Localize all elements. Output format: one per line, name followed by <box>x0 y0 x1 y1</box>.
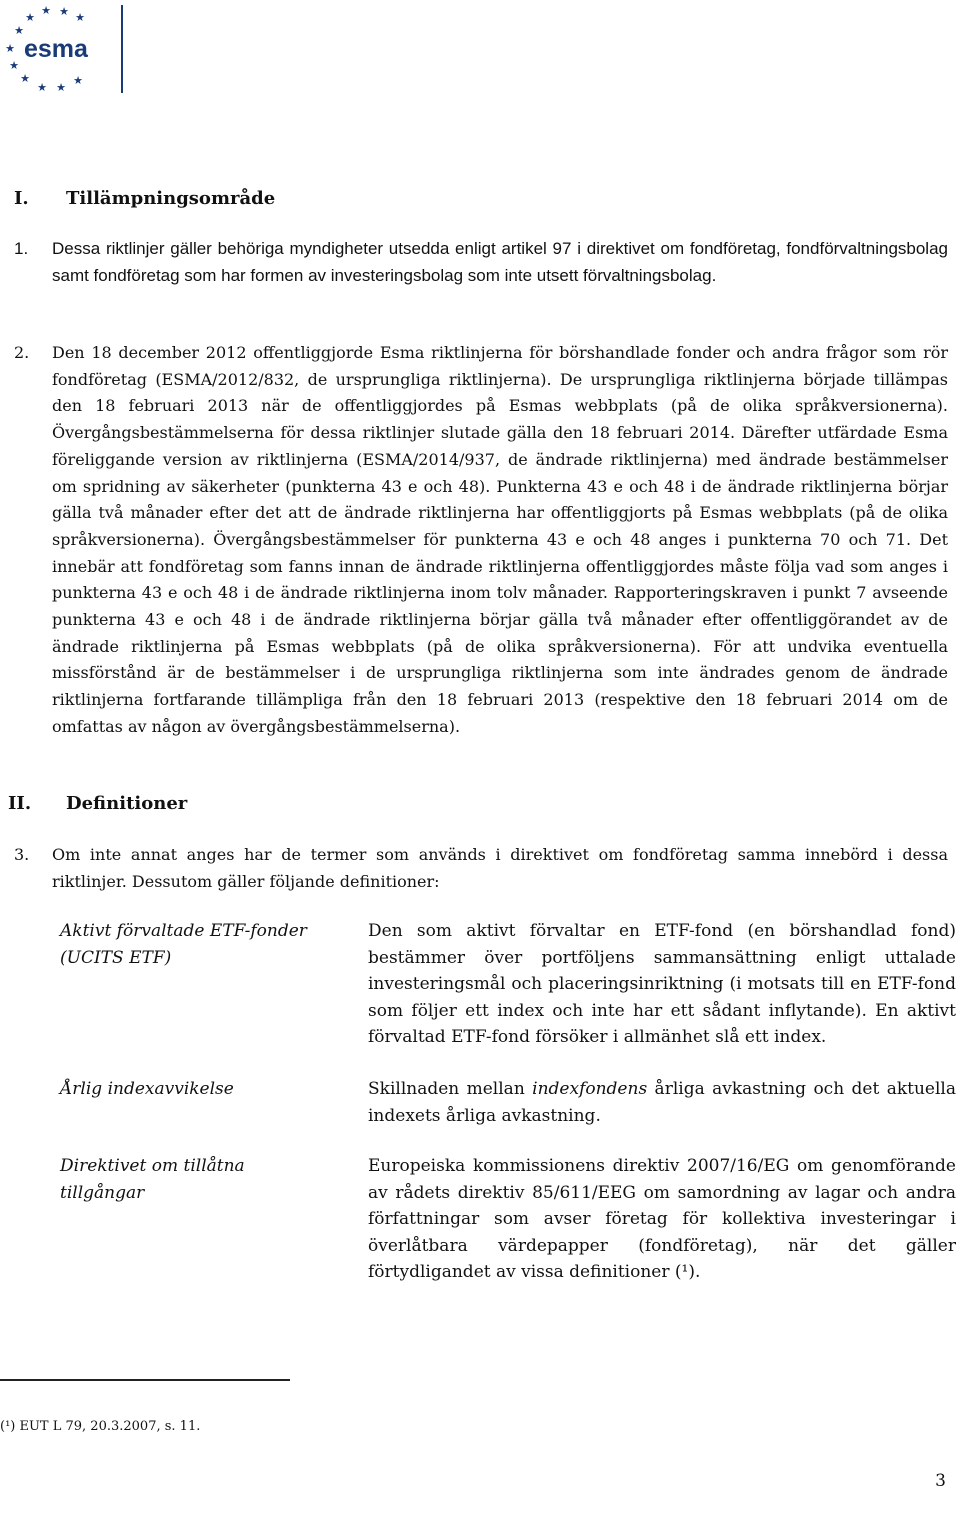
paragraph-number: 2. <box>14 343 30 362</box>
section-number: II. <box>8 793 32 814</box>
footnote: (¹) EUT L 79, 20.3.2007, s. 11. <box>0 1419 201 1434</box>
esma-logo <box>0 0 130 100</box>
logo-divider <box>121 5 123 93</box>
svg-text:★: ★ <box>75 11 85 24</box>
svg-text:★: ★ <box>20 72 30 85</box>
definition-emphasis: indexfondens <box>532 1079 648 1099</box>
footnote-separator <box>0 1379 290 1381</box>
definition-text-part: Skillnaden mellan <box>368 1079 533 1099</box>
definition-text-part: årliga avkastning och det aktuella indexets årliga avkastning. <box>368 1079 956 1126</box>
svg-text:★: ★ <box>25 11 35 24</box>
svg-text:★: ★ <box>14 24 24 37</box>
definition-text: Den som aktivt förvaltar en ETF-fond (en börshandlad fond) bestämmer över portföljens sammansättning enligt uttalade investeringsmål och placeringsinriktning (i motsats till en ETF-fond som följer ett index och inte har ett sådant inflytande). En aktivt förvaltad ETF-fond försöker i allmänhet slå ett index. <box>368 921 956 1047</box>
paragraph-number: 1. <box>14 239 29 258</box>
svg-text:★: ★ <box>9 59 19 72</box>
svg-text:★: ★ <box>59 5 69 18</box>
definition-term: Aktivt förvaltade ETF-fonder (UCITS ETF) <box>60 921 307 968</box>
paragraph-1 <box>14 236 948 289</box>
svg-text:★: ★ <box>41 4 51 17</box>
svg-text:★: ★ <box>56 81 66 94</box>
paragraph-text: Dessa riktlinjer gäller behöriga myndigheter utsedda enligt artikel 97 i direktivet om fondföretag, fondförvaltningsbolag samt fondföretag som har formen av investeringsbolag som inte utsett förvaltningsbolag. <box>52 239 948 285</box>
svg-text:★: ★ <box>5 42 15 55</box>
paragraph-number: 3. <box>14 845 30 864</box>
paragraph-2 <box>14 340 948 741</box>
section-title: Tillämpningsområde <box>66 188 276 209</box>
page-number: 3 <box>935 1471 946 1491</box>
paragraph-text: Den 18 december 2012 offentliggjorde Esma riktlinjerna för börshandlade fonder och andra frågor som rör fondföretag (ESMA/2012/832, de ursprungliga riktlinjerna). De ursprungliga riktlinjerna började tillämpas den 18 februari 2013 när de offentliggjordes på Esmas webbplats (på de olika språkversionerna). Övergångsbestämmelserna för dessa riktlinjer slutade gälla den 18 februari 2014. Därefter utfärdade Esma föreliggande version av riktlinjerna (ESMA/2014/937, de ändrade riktlinjerna) med ändrade bestämmelser om spridning av säkerheter (punkterna 43 e och 48). Punkterna 43 e och 48 i de ändrade riktlinjerna börjar gälla två månader efter det att de ändrade riktlinjerna har offentliggjorts på Esmas webbplats (på de olika språkversionerna). Övergångsbestämmelser för punkterna 43 e och 48 anges i punkterna 70 och 71. Det innebär att fondföretag som fanns innan de ändrade riktlinjerna offentliggjordes måste följa vad som anges i punkterna 43 e och 48 i de ändrade riktlinjerna inom tolv månader. Rapporteringskraven i punkt 7 avseende punkterna 43 e och 48 i de ändrade riktlinjerna börjar gälla två månader efter offentliggörandet av de ändrade riktlinjerna på Esmas webbplats (på de olika språkversionerna). För att undvika eventuella missförstånd är de bestämmelser i de ursprungliga riktlinjerna som inte ändrades genom de ändrade riktlinjerna fortfarande tillämpliga från den 18 februari 2013 (respektive den 18 februari 2014 om de omfattas av någon av övergångsbestämmelserna). <box>52 343 948 736</box>
section-title: Definitioner <box>66 793 188 814</box>
logo-text: esma <box>24 35 88 63</box>
paragraph-3 <box>14 842 948 895</box>
svg-text:★: ★ <box>37 81 47 94</box>
section-number: I. <box>14 188 29 209</box>
definition-text: Europeiska kommissionens direktiv 2007/16/EG om genomförande av rådets direktiv 85/611/EEG om samordning av lagar och andra författningar som avser företag för kollektiva investeringar i överlåtbara värdepapper (fondföretag), när det gäller förtydligandet av vissa definitioner (¹). <box>368 1156 956 1282</box>
definition-term: Direktivet om tillåtna tillgångar <box>60 1156 245 1203</box>
definition-text <box>368 1076 956 1129</box>
definition-term: Årlig indexavvikelse <box>60 1079 234 1099</box>
svg-text:★: ★ <box>73 74 83 87</box>
paragraph-text: Om inte annat anges har de termer som används i direktivet om fondföretag samma innebörd i dessa riktlinjer. Dessutom gäller följande definitioner: <box>52 845 948 891</box>
